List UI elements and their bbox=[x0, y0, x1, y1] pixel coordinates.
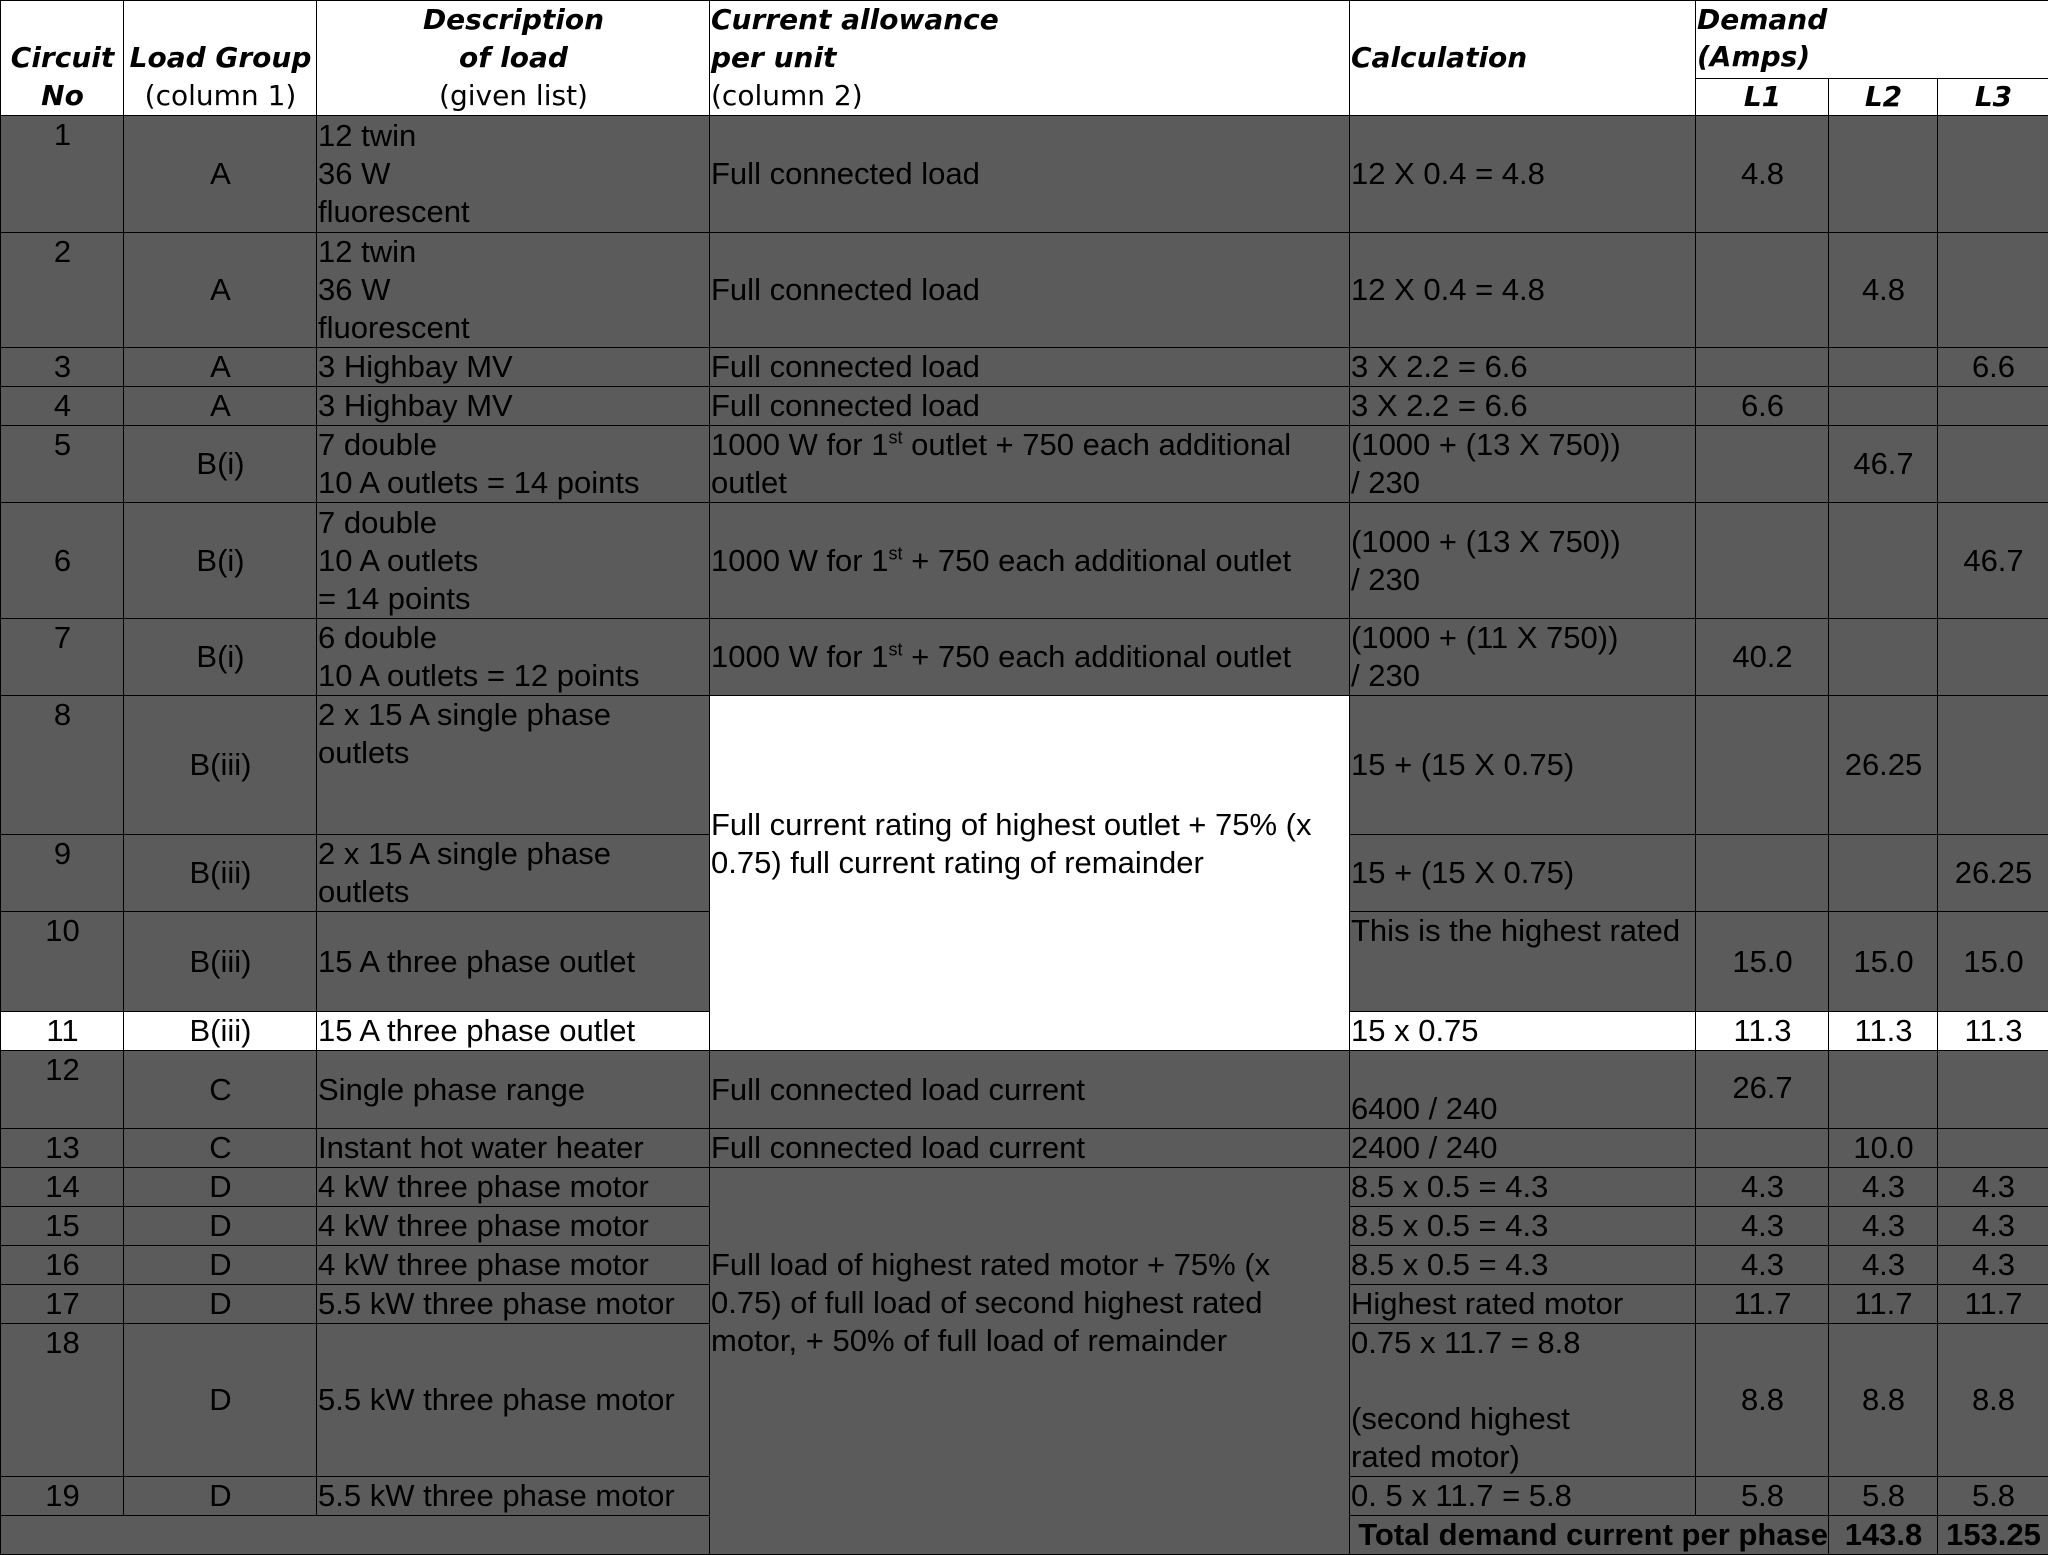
description-cell: Single phase range bbox=[317, 1051, 710, 1129]
description-cell: 7 double 10 A outlets = 14 points bbox=[317, 426, 710, 503]
load-group-cell: C bbox=[124, 1051, 317, 1129]
calculation-cell: 3 X 2.2 = 6.6 bbox=[1350, 387, 1696, 426]
calculation-cell: 8.5 x 0.5 = 4.3 bbox=[1350, 1246, 1696, 1285]
table-row bbox=[1, 426, 2048, 503]
description-cell: Instant hot water heater bbox=[317, 1129, 710, 1168]
circuit-no-cell: 14 bbox=[1, 1168, 124, 1207]
table-row bbox=[1, 1129, 2048, 1168]
load-group-cell: A bbox=[124, 387, 317, 426]
calculation-cell: 15 + (15 X 0.75) bbox=[1350, 835, 1696, 912]
allowance-cell: 1000 W for 1st + 750 each additional outlet bbox=[710, 619, 1350, 696]
circuit-no-cell: 11 bbox=[1, 1012, 124, 1051]
table-header bbox=[1, 1, 2048, 116]
load-group-cell: D bbox=[124, 1477, 317, 1516]
load-group-cell: D bbox=[124, 1207, 317, 1246]
l2-cell: 11.7 bbox=[1829, 1285, 1938, 1324]
circuit-no-cell: 5 bbox=[1, 426, 124, 503]
l2-cell bbox=[1829, 619, 1938, 696]
l1-cell: 4.3 bbox=[1696, 1168, 1829, 1207]
l1-cell bbox=[1696, 426, 1829, 503]
load-group-cell: B(i) bbox=[124, 619, 317, 696]
l1-cell: 8.8 bbox=[1696, 1324, 1829, 1477]
circuit-no-cell: 4 bbox=[1, 387, 124, 426]
description-cell: 12 twin 36 W fluorescent bbox=[317, 233, 710, 348]
description-cell: 4 kW three phase motor bbox=[317, 1246, 710, 1285]
load-group-cell: D bbox=[124, 1324, 317, 1477]
table-row bbox=[1, 1051, 2048, 1129]
load-group-cell: D bbox=[124, 1246, 317, 1285]
total-l1: 143.8 bbox=[1829, 1516, 1938, 1555]
header-circuit-no: Circuit No bbox=[1, 1, 124, 116]
l3-cell: 4.3 bbox=[1938, 1168, 2048, 1207]
l2-cell: 4.3 bbox=[1829, 1207, 1938, 1246]
calculation-cell: (1000 + (13 X 750)) / 230 bbox=[1350, 426, 1696, 503]
l2-cell: 10.0 bbox=[1829, 1129, 1938, 1168]
description-cell: 4 kW three phase motor bbox=[317, 1168, 710, 1207]
allowance-cell-merged-b-iii: Full current rating of highest outlet + 75% (x 0.75) full current rating of remainder bbox=[710, 696, 1350, 1051]
circuit-no-cell: 10 bbox=[1, 912, 124, 1012]
l1-cell: 4.3 bbox=[1696, 1207, 1829, 1246]
l1-cell: 4.8 bbox=[1696, 116, 1829, 233]
header-current-allowance: Current allowance per unit (column 2) bbox=[710, 1, 1350, 116]
circuit-no-cell: 2 bbox=[1, 233, 124, 348]
calculation-cell: 8.5 x 0.5 = 4.3 bbox=[1350, 1207, 1696, 1246]
l3-cell bbox=[1938, 619, 2048, 696]
l3-cell bbox=[1938, 233, 2048, 348]
l1-cell bbox=[1696, 1129, 1829, 1168]
l3-cell: 26.25 bbox=[1938, 835, 2048, 912]
load-group-cell: D bbox=[124, 1285, 317, 1324]
l2-cell: 4.3 bbox=[1829, 1168, 1938, 1207]
header-l3: L3 bbox=[1938, 79, 2048, 116]
load-group-cell: B(i) bbox=[124, 503, 317, 619]
description-cell: 5.5 kW three phase motor bbox=[317, 1324, 710, 1477]
l2-cell: 4.3 bbox=[1829, 1246, 1938, 1285]
calculation-cell: 15 x 0.75 bbox=[1350, 1012, 1696, 1051]
l3-cell bbox=[1938, 116, 2048, 233]
l1-cell: 15.0 bbox=[1696, 912, 1829, 1012]
l1-cell bbox=[1696, 233, 1829, 348]
load-group-cell: B(i) bbox=[124, 426, 317, 503]
l3-cell bbox=[1938, 426, 2048, 503]
l2-cell: 11.3 bbox=[1829, 1012, 1938, 1051]
description-cell: 2 x 15 A single phase outlets bbox=[317, 835, 710, 912]
l2-cell: 15.0 bbox=[1829, 912, 1938, 1012]
l1-cell: 4.3 bbox=[1696, 1246, 1829, 1285]
circuit-no-cell: 12 bbox=[1, 1051, 124, 1129]
calculation-cell: 12 X 0.4 = 4.8 bbox=[1350, 116, 1696, 233]
header-l1: L1 bbox=[1696, 79, 1829, 116]
calculation-cell: 0. 5 x 11.7 = 5.8 bbox=[1350, 1477, 1696, 1516]
load-group-cell: A bbox=[124, 348, 317, 387]
l1-cell: 11.7 bbox=[1696, 1285, 1829, 1324]
circuit-no-cell: 19 bbox=[1, 1477, 124, 1516]
circuit-no-cell: 9 bbox=[1, 835, 124, 912]
circuit-no-cell: 3 bbox=[1, 348, 124, 387]
load-group-cell: B(iii) bbox=[124, 1012, 317, 1051]
allowance-cell: Full connected load current bbox=[710, 1129, 1350, 1168]
description-cell: 6 double 10 A outlets = 12 points bbox=[317, 619, 710, 696]
l1-cell: 26.7 bbox=[1696, 1051, 1829, 1129]
circuit-no-cell: 15 bbox=[1, 1207, 124, 1246]
load-group-cell: A bbox=[124, 116, 317, 233]
description-cell: 3 Highbay MV bbox=[317, 387, 710, 426]
l3-cell bbox=[1938, 1051, 2048, 1129]
description-cell: 2 x 15 A single phase outlets bbox=[317, 696, 710, 835]
l1-cell bbox=[1696, 696, 1829, 835]
l2-cell bbox=[1829, 835, 1938, 912]
description-cell: 7 double 10 A outlets = 14 points bbox=[317, 503, 710, 619]
load-group-cell: B(iii) bbox=[124, 696, 317, 835]
allowance-cell-merged-d: Full load of highest rated motor + 75% (x 0.75) of full load of second highest rated motor, + 50% of full load of remainder bbox=[710, 1168, 1350, 1555]
allowance-cell: Full connected load bbox=[710, 116, 1350, 233]
l1-cell bbox=[1696, 348, 1829, 387]
table-row bbox=[1, 387, 2048, 426]
load-group-cell: D bbox=[124, 1168, 317, 1207]
table-row bbox=[1, 1168, 2048, 1207]
calculation-cell: (1000 + (13 X 750)) / 230 bbox=[1350, 503, 1696, 619]
circuit-no-cell: 6 bbox=[1, 503, 124, 619]
calculation-cell: 2400 / 240 bbox=[1350, 1129, 1696, 1168]
l2-cell bbox=[1829, 1051, 1938, 1129]
l1-cell: 5.8 bbox=[1696, 1477, 1829, 1516]
description-cell: 15 A three phase outlet bbox=[317, 912, 710, 1012]
table-body bbox=[1, 116, 2048, 1555]
l3-cell bbox=[1938, 387, 2048, 426]
l3-cell: 11.7 bbox=[1938, 1285, 2048, 1324]
description-cell: 5.5 kW three phase motor bbox=[317, 1285, 710, 1324]
l3-cell: 46.7 bbox=[1938, 503, 2048, 619]
load-group-cell: B(iii) bbox=[124, 912, 317, 1012]
allowance-cell: 1000 W for 1st outlet + 750 each additional outlet bbox=[710, 426, 1350, 503]
load-group-cell: C bbox=[124, 1129, 317, 1168]
table-row bbox=[1, 696, 2048, 835]
l3-cell: 4.3 bbox=[1938, 1207, 2048, 1246]
calculation-cell: (1000 + (11 X 750)) / 230 bbox=[1350, 619, 1696, 696]
description-cell: 12 twin 36 W fluorescent bbox=[317, 116, 710, 233]
l1-cell bbox=[1696, 835, 1829, 912]
l2-cell bbox=[1829, 348, 1938, 387]
l2-cell: 8.8 bbox=[1829, 1324, 1938, 1477]
description-cell: 15 A three phase outlet bbox=[317, 1012, 710, 1051]
load-group-cell: A bbox=[124, 233, 317, 348]
l3-cell: 15.0 bbox=[1938, 912, 2048, 1012]
table-row bbox=[1, 116, 2048, 233]
allowance-cell: Full connected load current bbox=[710, 1051, 1350, 1129]
calculation-cell: This is the highest rated bbox=[1350, 912, 1696, 1012]
description-cell: 4 kW three phase motor bbox=[317, 1207, 710, 1246]
l3-cell: 5.8 bbox=[1938, 1477, 2048, 1516]
l3-cell: 6.6 bbox=[1938, 348, 2048, 387]
l2-cell bbox=[1829, 387, 1938, 426]
l3-cell: 11.3 bbox=[1938, 1012, 2048, 1051]
calculation-cell: 3 X 2.2 = 6.6 bbox=[1350, 348, 1696, 387]
l3-cell bbox=[1938, 696, 2048, 835]
header-description: Description of load (given list) bbox=[317, 1, 710, 116]
total-l2: 153.25 bbox=[1938, 1516, 2048, 1555]
header-demand: Demand (Amps) bbox=[1696, 1, 2048, 79]
header-load-group: Load Group (column 1) bbox=[124, 1, 317, 116]
calculation-cell: 0.75 x 11.7 = 8.8 (second highest rated motor) bbox=[1350, 1324, 1696, 1477]
circuit-no-cell: 1 bbox=[1, 116, 124, 233]
calculation-cell: 8.5 x 0.5 = 4.3 bbox=[1350, 1168, 1696, 1207]
header-l2: L2 bbox=[1829, 79, 1938, 116]
calculation-cell: Highest rated motor bbox=[1350, 1285, 1696, 1324]
allowance-cell: Full connected load bbox=[710, 387, 1350, 426]
allowance-cell: 1000 W for 1st + 750 each additional outlet bbox=[710, 503, 1350, 619]
description-cell: 5.5 kW three phase motor bbox=[317, 1477, 710, 1516]
allowance-cell: Full connected load bbox=[710, 233, 1350, 348]
description-cell: 3 Highbay MV bbox=[317, 348, 710, 387]
l3-cell bbox=[1938, 1129, 2048, 1168]
l1-cell: 40.2 bbox=[1696, 619, 1829, 696]
circuit-no-cell: 18 bbox=[1, 1324, 124, 1477]
table-row bbox=[1, 348, 2048, 387]
totals-label: Total demand current per phase bbox=[1350, 1516, 1829, 1555]
l1-cell: 11.3 bbox=[1696, 1012, 1829, 1051]
circuit-no-cell: 7 bbox=[1, 619, 124, 696]
l2-cell: 46.7 bbox=[1829, 426, 1938, 503]
l3-cell: 4.3 bbox=[1938, 1246, 2048, 1285]
circuit-no-cell: 16 bbox=[1, 1246, 124, 1285]
table-row bbox=[1, 233, 2048, 348]
circuit-no-cell: 8 bbox=[1, 696, 124, 835]
header-calculation: Calculation bbox=[1350, 1, 1696, 116]
calculation-cell: 15 + (15 X 0.75) bbox=[1350, 696, 1696, 835]
load-group-cell: B(iii) bbox=[124, 835, 317, 912]
l2-cell: 5.8 bbox=[1829, 1477, 1938, 1516]
calculation-cell: 12 X 0.4 = 4.8 bbox=[1350, 233, 1696, 348]
circuit-no-cell: 13 bbox=[1, 1129, 124, 1168]
l3-cell: 8.8 bbox=[1938, 1324, 2048, 1477]
calculation-cell: 6400 / 240 bbox=[1350, 1051, 1696, 1129]
l2-cell: 4.8 bbox=[1829, 233, 1938, 348]
l2-cell: 26.25 bbox=[1829, 696, 1938, 835]
l2-cell bbox=[1829, 116, 1938, 233]
l1-cell bbox=[1696, 503, 1829, 619]
table-row bbox=[1, 619, 2048, 696]
l1-cell: 6.6 bbox=[1696, 387, 1829, 426]
allowance-cell: Full connected load bbox=[710, 348, 1350, 387]
table-row bbox=[1, 503, 2048, 619]
circuit-no-cell: 17 bbox=[1, 1285, 124, 1324]
l2-cell bbox=[1829, 503, 1938, 619]
totals-blank-cell bbox=[1, 1516, 710, 1555]
